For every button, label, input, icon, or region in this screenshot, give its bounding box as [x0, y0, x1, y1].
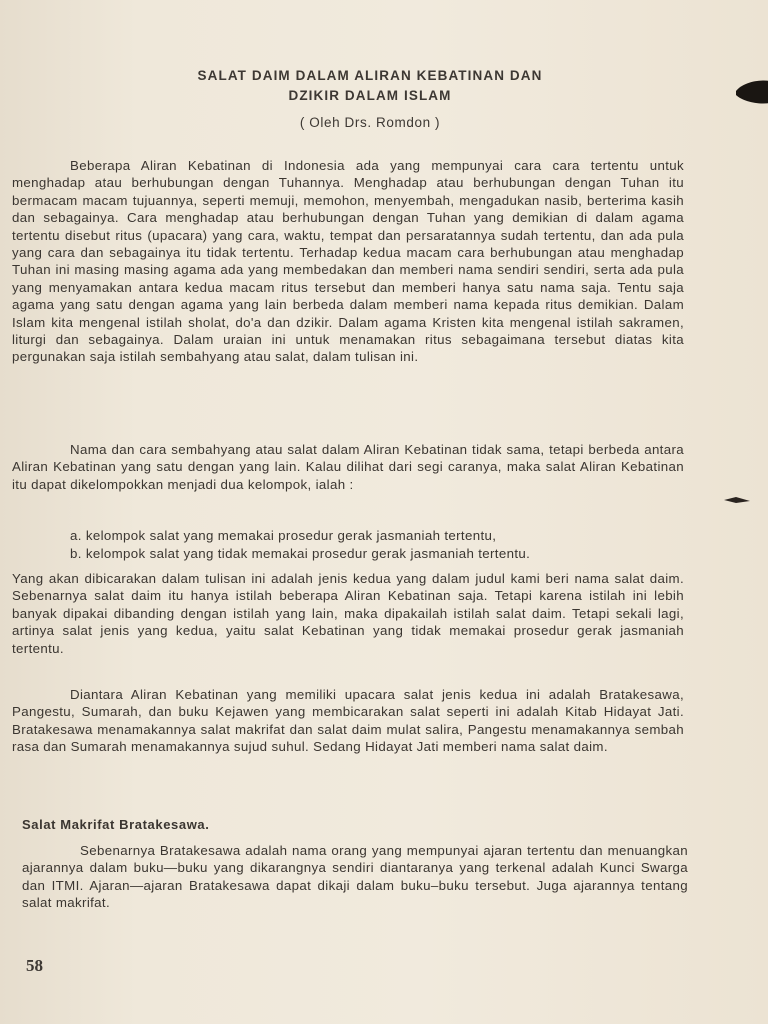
edge-tear-mark — [722, 494, 752, 506]
list-item-a: a. kelompok salat yang memakai prosedur gerak jasmaniah tertentu, — [70, 528, 497, 543]
paragraph-text: Yang akan dibicarakan dalam tulisan ini adalah jenis kedua yang dalam judul kami beri nama salat daim. Sebenarnya salat daim itu hanya istilah beberapa Aliran Kebatinan saja. Tetapi karena istilah ini lebih banyak dipakai dibanding dengan istilah yang lain, maka dipakailah istilah salat daim. Tetapi sekali lagi, artinya salat jenis yang kedua, yaitu salat Kebatinan yang tidak memakai prosedur gerak jasmaniah tertentu. — [12, 571, 684, 656]
paragraph-bratakesawa — [22, 842, 688, 912]
article-title-line-1: SALAT DAIM DALAM ALIRAN KEBATINAN DAN — [197, 68, 543, 83]
paragraph-intro — [12, 157, 684, 366]
paragraph-text: Diantara Aliran Kebatinan yang memiliki upacara salat jenis kedua ini adalah Bratakesawa, Pangestu, Sumarah, dan buku Kejawen yang membicarakan salat seperti ini adalah Kitab Hidayat Jati. Bratakesawa menamakannya salat makrifat dan salat daim mulat salira, Pangestu menamakannya sembah rasa dan Sumarah menamakannya sujud suhul. Sedang Hidayat Jati memberi nama salat daim. — [12, 687, 684, 755]
paragraph-text: Beberapa Aliran Kebatinan di Indonesia ada yang mempunyai cara cara tertentu untuk menghadap atau berhubungan dengan Tuhannya. Menghadap atau berhubungan dengan Tuhan itu bermacam macam tujuannya, seperti memuji, memohon, menyembah, mengadukan nasib, berterima kasih dan sebagainya. Cara menghadap atau berhubungan dengan Tuhan yang demikian di dalam agama tertentu disebut ritus (upacara) yang cara, waktu, tempat dan persaratannya sudah tertentu, dan ada pula yang cara dan sebagainya itu tidak tertentu. Terhadap kedua macam cara berhubungan atau menghadap Tuhan ini masing masing agama ada yang membedakan dan memberi nama sendiri sendiri, serta ada pula yang menyamakan antara kedua macam ritus tersebut dan memberi hanya satu nama saja. Tentu saja agama yang satu dengan agama yang lain berbeda dalam memberi nama kepada ritus demikian. Dalam Islam kita mengenal istilah sholat, do'a dan dzikir. Dalam agama Kristen kita mengenal istilah sakramen, liturgi dan sebagainya. Dalam uraian ini untuk menamakan ritus sebagaimana tersebut diatas kita pergunakan saja istilah sembahyang atau salat, dalam tulisan ini. — [12, 158, 684, 365]
paragraph-text: Sebenarnya Bratakesawa adalah nama orang yang mempunyai ajaran tertentu dan menuangkan ajarannya dalam buku—buku yang dikarangnya sendiri diantaranya yang terkenal adalah Kunci Swarga dan ITMI. Ajaran—ajaran Bratakesawa dapat dikaji dalam buku–buku tersebut. Juga ajarannya tentang salat makrifat. — [22, 843, 688, 911]
paragraph-salat-daim — [12, 570, 684, 657]
binding-hole-mark — [732, 77, 768, 107]
salat-groups-list — [12, 527, 684, 563]
article-title-line-2: DZIKIR DALAM ISLAM — [288, 88, 452, 103]
list-item-b: b. kelompok salat yang tidak memakai prosedur gerak jasmaniah tertentu. — [70, 546, 531, 561]
paragraph-aliran-list — [12, 686, 684, 756]
section-heading: Salat Makrifat Bratakesawa. — [22, 817, 210, 832]
article-author: ( Oleh Drs. Romdon ) — [299, 115, 441, 130]
paragraph-text: Nama dan cara sembahyang atau salat dalam Aliran Kebatinan tidak sama, tetapi berbeda antara Aliran Kebatinan yang satu dengan yang lain. Kalau dilihat dari segi caranya, maka salat Aliran Kebatinan itu dapat dikelompokkan menjadi dua kelompok, ialah : — [12, 442, 684, 492]
paragraph-classification — [12, 441, 684, 493]
page-number: 58 — [26, 956, 43, 975]
